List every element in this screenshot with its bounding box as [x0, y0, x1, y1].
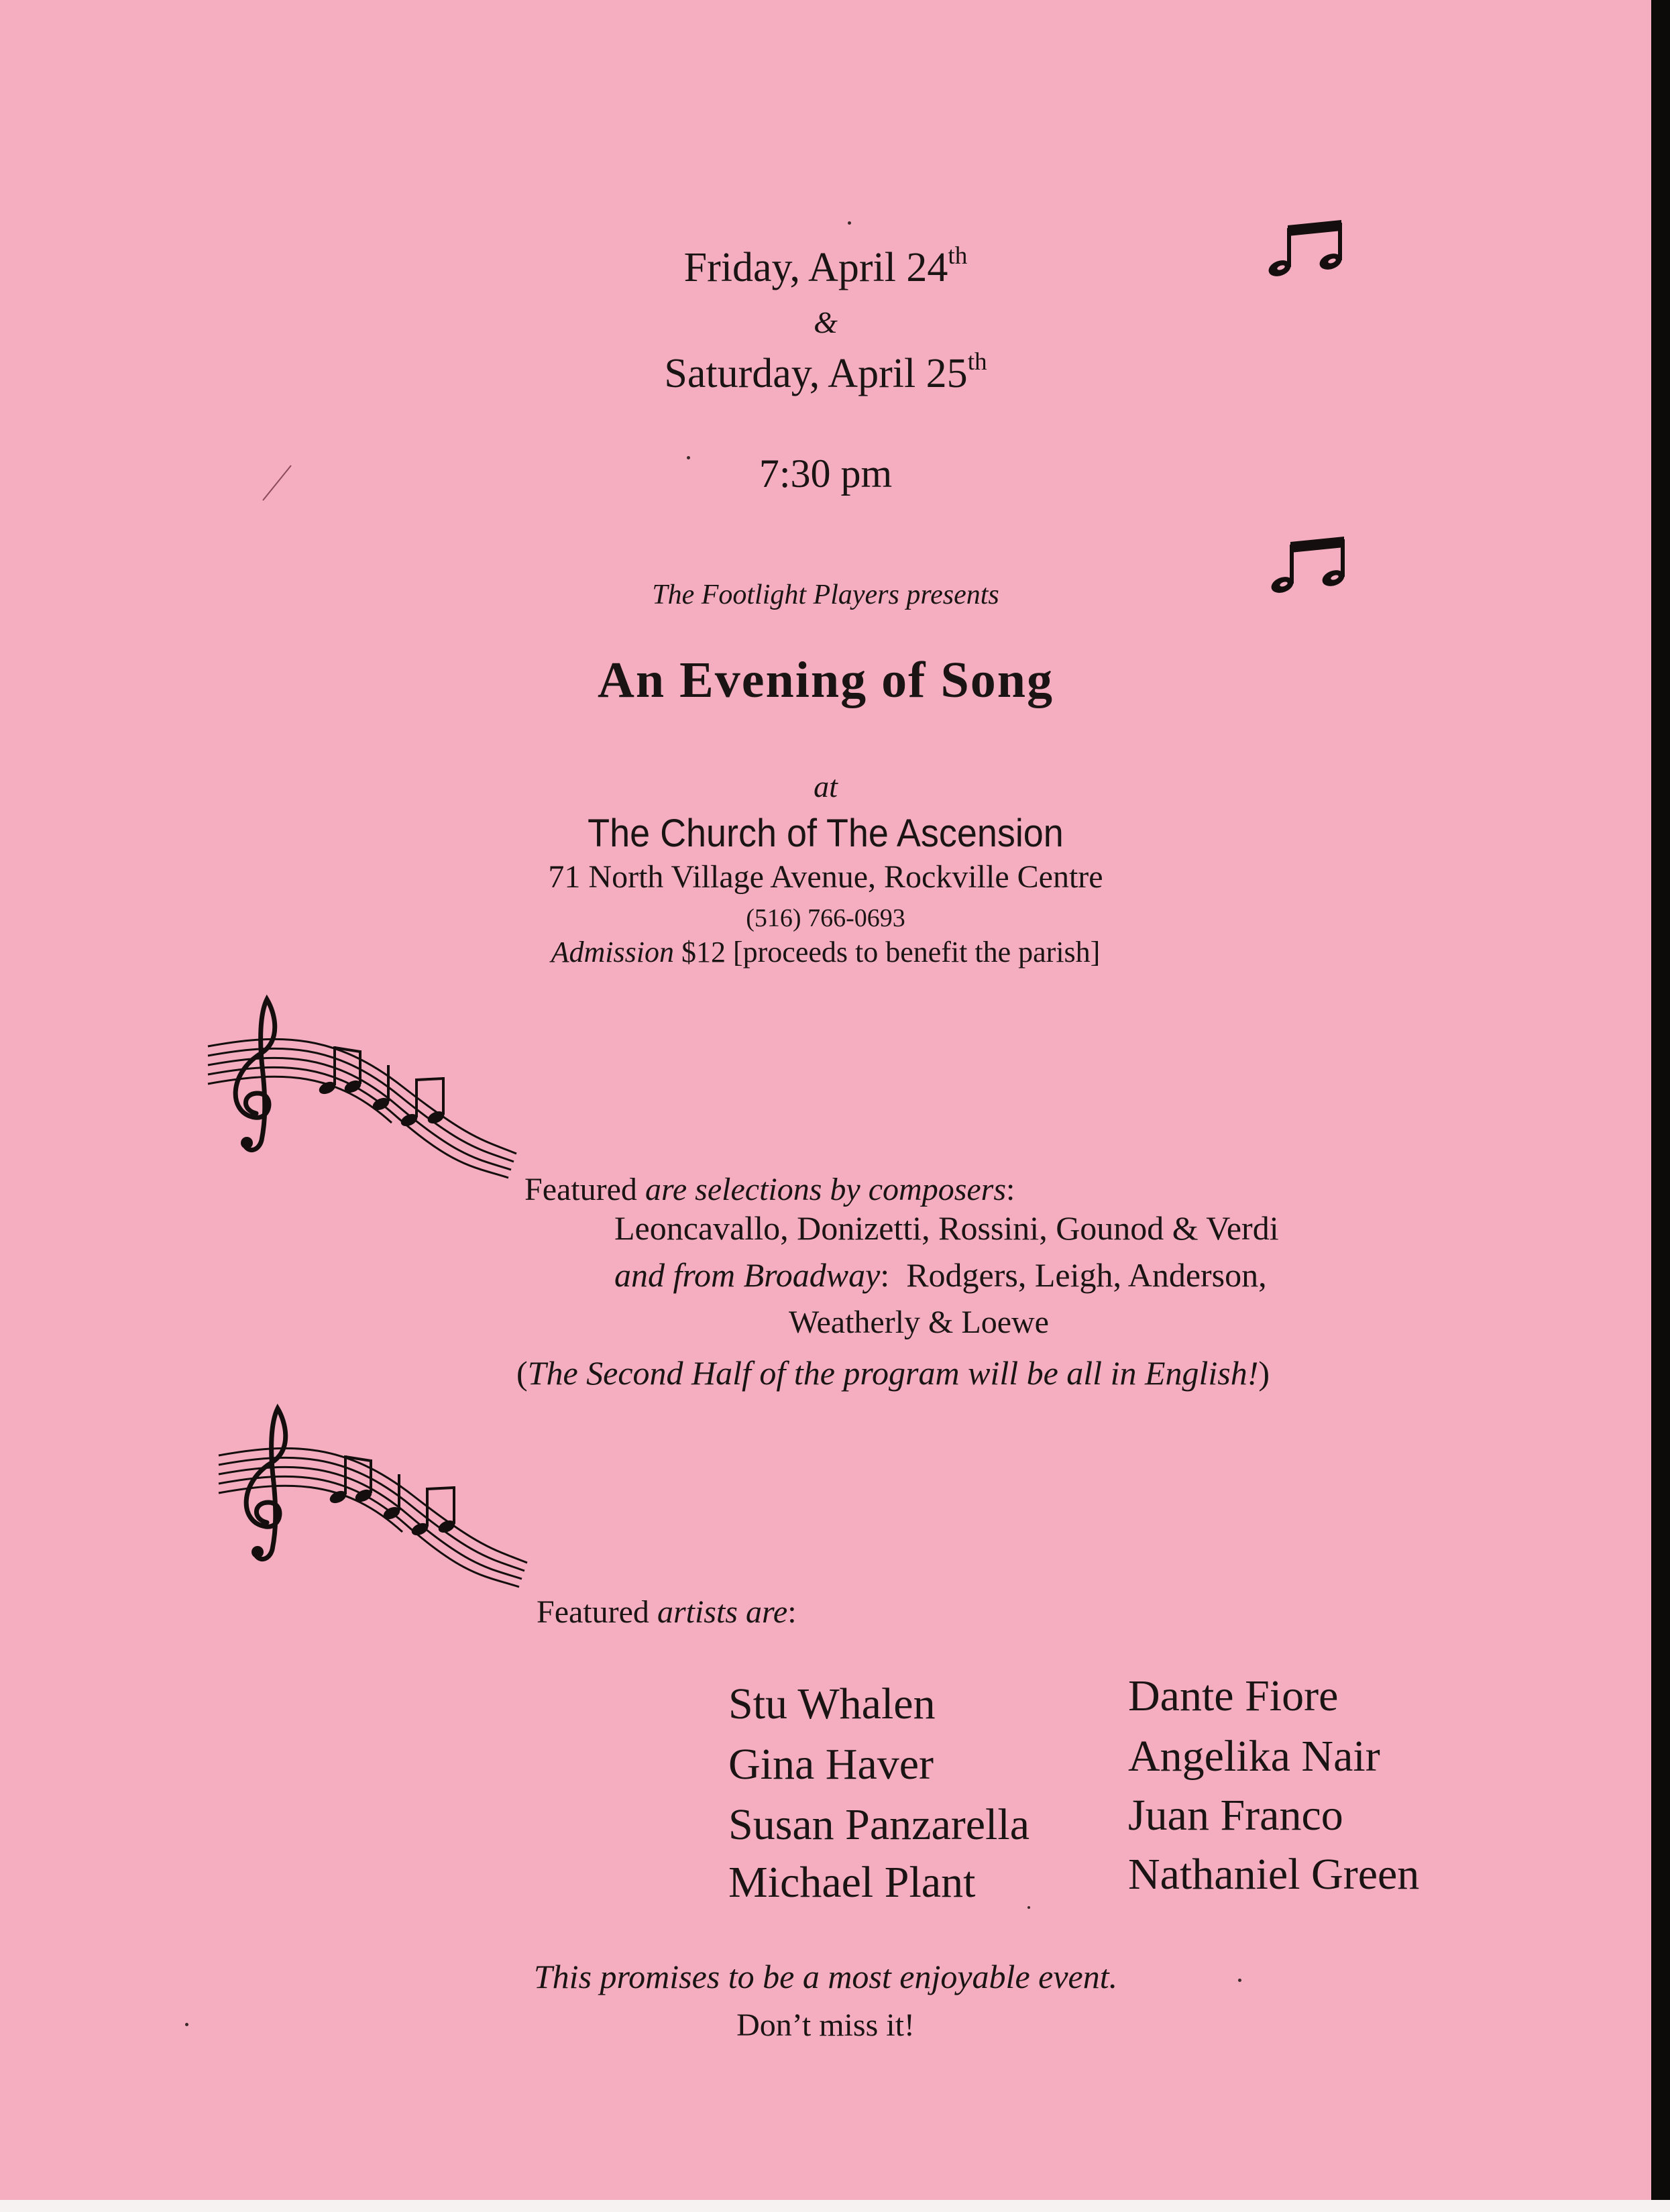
treble-clef-staff-icon — [212, 1395, 541, 1590]
scan-speck — [1027, 1906, 1030, 1909]
stray-pen-mark — [260, 463, 294, 503]
venue-name: The Church of The Ascension — [588, 812, 1064, 855]
venue-address: 71 North Village Avenue, Rockville Centre — [548, 859, 1103, 895]
composers-intro: Featured are selections by composers: — [524, 1172, 1015, 1207]
program-note: (The Second Half of the program will be all in English!) — [516, 1354, 1270, 1392]
scan-speck — [848, 221, 851, 225]
artist-name: Angelika Nair — [1128, 1732, 1380, 1781]
scan-speck — [185, 2023, 188, 2026]
beamed-eighth-notes-icon — [1266, 213, 1353, 280]
artist-name: Juan Franco — [1128, 1791, 1343, 1840]
admission-line: Admission $12 [proceeds to benefit the parish] — [551, 936, 1101, 969]
composers-list: Leoncavallo, Donizetti, Rossini, Gounod & Verdi — [614, 1209, 1279, 1247]
artist-name: Dante Fiore — [1128, 1671, 1339, 1720]
scan-speck — [687, 456, 690, 459]
closing-dont-miss: Don’t miss it! — [736, 2007, 915, 2043]
event-title: An Evening of Song — [597, 652, 1054, 708]
artist-name: Nathaniel Green — [1128, 1850, 1420, 1899]
date-friday: Friday, April 24th — [683, 241, 968, 290]
closing-line: This promises to be a most enjoyable event. — [533, 1958, 1118, 1995]
venue-at: at — [814, 769, 838, 804]
artist-name: Michael Plant — [728, 1858, 976, 1907]
date-saturday: Saturday, April 25th — [664, 347, 987, 396]
beamed-eighth-notes-icon — [1269, 530, 1356, 597]
artist-name: Stu Whalen — [728, 1679, 936, 1728]
venue-phone: (516) 766-0693 — [746, 904, 905, 932]
presenter-line: The Footlight Players presents — [652, 579, 999, 610]
broadway-composers: and from Broadway: Rodgers, Leigh, Anderson, — [614, 1256, 1267, 1294]
date-ampersand: & — [814, 305, 838, 339]
treble-clef-staff-icon — [201, 986, 530, 1180]
artist-name: Susan Panzarella — [728, 1800, 1030, 1849]
scan-edge-right — [1651, 0, 1670, 2212]
broadway-composers-cont: Weatherly & Loewe — [789, 1305, 1049, 1340]
artist-name: Gina Haver — [728, 1740, 934, 1789]
artists-intro: Featured artists are: — [537, 1594, 797, 1630]
scan-speck — [1238, 1979, 1241, 1982]
event-time: 7:30 pm — [759, 451, 893, 496]
scan-edge-bottom — [0, 2200, 1670, 2212]
